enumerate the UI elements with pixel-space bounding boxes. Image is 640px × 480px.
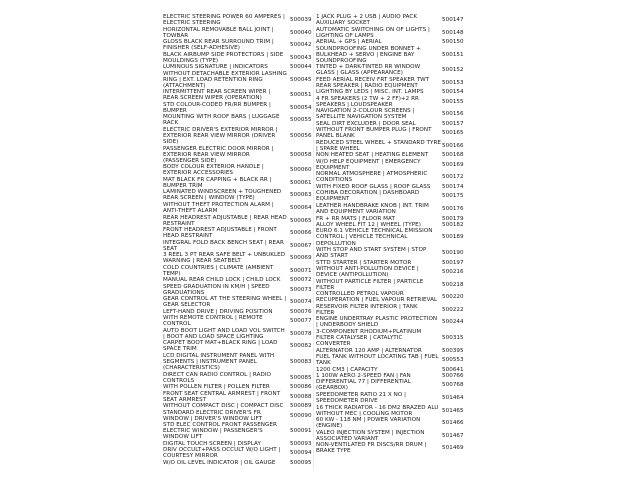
equipment-code: 500218 <box>442 281 464 288</box>
equipment-description <box>163 296 286 308</box>
equipment-code: 501465 <box>442 407 464 414</box>
description-line: GEAR CONTROL AT THE STEERING WHEEL | <box>163 296 287 303</box>
equipment-description <box>316 316 437 328</box>
equipment-description <box>316 266 419 278</box>
equipment-code: 500165 <box>442 130 464 137</box>
equipment-description <box>316 64 420 76</box>
description-line: TINTED + DARK-TINTED RR WINDOW <box>316 64 421 71</box>
equipment-code: 500176 <box>442 206 464 212</box>
description-line: WITHOUT THEFT PROTECTION ALARM | <box>163 201 274 208</box>
equipment-description <box>163 202 274 214</box>
equipment-description <box>316 96 419 108</box>
description-line: HORIZONTAL REMOVABLE BALL JOINT | <box>163 26 274 33</box>
equipment-description <box>316 417 420 429</box>
equipment-description <box>163 14 285 26</box>
description-line: WITH FIXED ROOF GLASS | ROOF GLASS <box>316 184 431 190</box>
description-line: LIGHTING OF LAMPS <box>316 32 374 39</box>
equipment-code: 500189 <box>442 234 464 241</box>
equipment-description <box>163 189 281 201</box>
description-line: SPACE TRIM <box>163 346 197 353</box>
equipment-code: 501469 <box>442 445 464 452</box>
description-line: SATELLITE NAVIGATION SYSTEM <box>316 114 407 121</box>
description-line: RING | EXT. LOAD RETENTION RING <box>163 76 263 83</box>
equipment-description <box>163 265 273 277</box>
equipment-code: 500088 <box>290 393 312 400</box>
equipment-code: 500072 <box>290 277 312 284</box>
equipment-code: 500042 <box>290 42 312 49</box>
equipment-description <box>316 140 441 152</box>
description-line: ENGINE UNDERTRAY PLASTIC PROTECTION <box>316 316 438 323</box>
description-line: FRONT SEAT CENTRAL ARMREST | FRONT <box>163 390 281 397</box>
description-line: WITHOUT FRONT BUMPER PLUG | FRONT <box>316 127 432 134</box>
equipment-code: 500083 <box>290 358 312 365</box>
description-line: | UNDERBODY SHIELD <box>316 322 379 329</box>
description-line: EURO 6.1 VEHICLE TECHNICAL EMISSION <box>316 228 433 235</box>
description-line: 1 JACK PLUG + 2 USB | AUDIO PACK <box>316 14 418 20</box>
description-line: SEGMENTS | INSTRUMENT PANEL <box>163 358 257 365</box>
description-line: AERIAL + GPS | AERIAL <box>316 39 382 46</box>
equipment-code: 500151 <box>442 51 464 58</box>
description-line: BLACK AIRBUMP SIDE PROTECTORS | SIDE <box>163 51 284 58</box>
equipment-code: 500395 <box>442 347 464 354</box>
description-line: 4 FR SPEAKERS (2 TW + 2 FF)+2 RR <box>316 95 419 102</box>
description-line: ELECTRIC WINDOW | PASSENGER'S <box>163 428 263 435</box>
description-line: STD COLOUR-CODED FR/RR BUMPER | <box>163 101 271 108</box>
equipment-code: 500169 <box>442 161 464 168</box>
equipment-code: 500073 <box>290 286 312 293</box>
equipment-code: 500172 <box>442 174 464 181</box>
equipment-code: 500153 <box>442 79 464 86</box>
description-line: 1 100W AERO 2-SPEED FAN | FAN <box>316 372 411 379</box>
equipment-description <box>316 228 433 246</box>
description-line: SPEEDOMETER RATIO 21 X NO | <box>316 391 407 398</box>
description-line: EXTERIOR REAR VIEW MIRROR (DRIVER <box>163 132 276 139</box>
description-line: WITH STOP AND START SYSTEM | STOP <box>316 247 427 254</box>
equipment-code: 500768 <box>442 382 464 389</box>
equipment-code: 500064 <box>290 204 312 211</box>
description-line: MOULDINGS (TYPE) <box>163 57 219 64</box>
description-line: FRONT HEADREST ADJUSTABLE | FRONT <box>163 227 277 233</box>
description-line: WITH REMOTE CONTROL | REMOTE <box>163 315 263 322</box>
equipment-description <box>316 46 421 64</box>
description-line: RESTRAINT <box>163 220 195 227</box>
equipment-code: 500152 <box>442 67 464 74</box>
equipment-description <box>163 309 273 315</box>
equipment-description <box>316 348 422 354</box>
description-line: 16 THICK RADIATOR - 16 DM2 BRAZED ALU <box>316 404 439 411</box>
equipment-description <box>316 379 411 391</box>
equipment-description <box>316 405 438 417</box>
description-line: SPEED GRADUATION IN KM/H | SPEED <box>163 283 270 290</box>
description-line: FILTER <box>316 309 335 316</box>
description-line: CONTROLLED PETROL VAPOUR <box>316 291 404 298</box>
equipment-description <box>163 410 262 422</box>
equipment-description <box>316 152 428 158</box>
description-line: GRADUATIONS <box>163 289 205 296</box>
description-line: AUTO BOOT LIGHT AND LOAD VOL SWITCH <box>163 327 285 334</box>
equipment-code: 500056 <box>290 132 312 139</box>
description-line: ASSOCIATED VARIANT <box>316 435 379 442</box>
equipment-description <box>163 64 268 70</box>
equipment-description <box>163 384 270 390</box>
equipment-description <box>316 77 429 89</box>
description-line: RESERVOIR FILTER INTERIOR | TANK <box>316 303 418 310</box>
equipment-code: 500095 <box>290 459 312 466</box>
equipment-description <box>316 171 427 183</box>
equipment-description <box>163 39 274 51</box>
description-line: DEVICE (ANTIPOLLUTION) <box>316 272 389 279</box>
equipment-description <box>316 216 395 222</box>
description-line: LUMINOUS SIGNATURE | INDICATORS <box>163 64 268 71</box>
equipment-description <box>316 260 411 266</box>
equipment-description <box>316 159 421 171</box>
equipment-code: 500174 <box>442 184 464 190</box>
equipment-code: 500078 <box>290 330 312 337</box>
description-line: EXTERIOR REAR VIEW MIRROR <box>163 151 250 158</box>
equipment-code: 501466 <box>442 420 464 426</box>
equipment-description <box>163 328 285 340</box>
equipment-code: 500061 <box>290 179 312 186</box>
description-line: EXTERIOR ACCESSORIES <box>163 170 234 177</box>
description-line: LIGHTING BY LEDS | MISC. INT. LAMPS <box>316 89 424 96</box>
equipment-description <box>316 14 417 26</box>
description-line: FILTER CATALYSER | CATALYTIC <box>316 334 403 341</box>
description-line: DIRECT CAN RADIO CONTROL | RADIO <box>163 371 272 378</box>
description-line: CARPET BOOT MAT+BLACK RING | LOAD <box>163 340 278 347</box>
equipment-code: 500076 <box>290 308 312 315</box>
description-line: ALTERNATOR 120 AMP | ALTERNATOR <box>316 347 422 354</box>
description-line: WITH POLLEN FILTER | POLLEN FILTER <box>163 384 270 391</box>
description-line: DEPOLLUTION <box>316 240 356 247</box>
equipment-description <box>316 430 425 442</box>
equipment-code: 500553 <box>442 356 464 363</box>
equipment-code: 500155 <box>442 98 464 105</box>
equipment-description <box>163 460 276 466</box>
equipment-description <box>163 422 277 440</box>
description-line: (ENGINE) <box>316 423 343 430</box>
equipment-description <box>316 89 424 95</box>
equipment-description <box>163 89 270 101</box>
equipment-description <box>163 372 271 384</box>
description-line: EQUIPMENT <box>316 196 350 203</box>
equipment-description <box>163 227 277 239</box>
equipment-code: 500190 <box>442 250 464 257</box>
description-line: SPEAKERS | LOUDSPEAKER <box>316 101 393 108</box>
description-line: CONDITIONS <box>316 177 353 184</box>
description-line: RECUPERATION | FUEL VAPOUR RETRIEVAL <box>316 297 438 304</box>
equipment-code: 500044 <box>290 64 312 71</box>
description-line: 60 KW - 118 NM | POWER VARIATION <box>316 417 421 423</box>
description-line: WITHOUT PARTICLE FILTER | PARTICLE <box>316 278 424 285</box>
equipment-code: 500197 <box>442 259 464 266</box>
description-line: AUXILIARY SOCKET <box>316 20 370 27</box>
equipment-code: 500148 <box>442 29 464 36</box>
description-line: REDUCED STEEL WHEEL + STANDARD TYRE <box>316 139 441 146</box>
equipment-description <box>316 39 382 45</box>
description-line: INTEGRAL FOLD BACK BENCH SEAT | REAR <box>163 239 284 246</box>
equipment-code: 500067 <box>290 242 312 249</box>
description-line: COLD COUNTRIES | CLIMATE (AMBIENT <box>163 264 274 271</box>
equipment-code: 500157 <box>442 120 464 127</box>
equipment-code: 500150 <box>442 39 464 46</box>
description-line: REAR SCREEN WIPER (OPERATION) <box>163 95 262 102</box>
equipment-description <box>316 190 419 202</box>
equipment-code: 500175 <box>442 193 464 200</box>
equipment-code: 500066 <box>290 230 312 236</box>
equipment-code: 500090 <box>290 412 312 419</box>
equipment-code: 500054 <box>290 104 312 111</box>
equipment-description <box>163 447 281 459</box>
description-line: TOWBAR <box>163 32 189 39</box>
equipment-code: 500058 <box>290 151 312 158</box>
description-line: SEAT <box>163 245 178 252</box>
description-line: SOUNDPROOFING UNDER BONNET + <box>316 45 421 52</box>
equipment-code: 500045 <box>290 76 312 83</box>
description-line: ELECTRIC DRIVER'S EXTERIOR MIRROR | <box>163 126 278 133</box>
description-line: GLASS | GLASS (APPEARANCE) <box>316 70 403 77</box>
equipment-description <box>163 27 274 39</box>
equipment-code: 500641 <box>442 366 464 373</box>
equipment-description <box>163 102 271 114</box>
description-line: WITHOUT ANTI-POLLUTION DEVICE | <box>316 266 419 273</box>
equipment-description <box>316 392 406 404</box>
description-line: BUMPER <box>163 107 187 114</box>
description-line: | BOOT AND LOAD SPACE LIGHTING <box>163 333 264 340</box>
description-line: CONTROL <box>163 321 191 328</box>
equipment-code: 500065 <box>290 217 312 224</box>
equipment-description <box>163 252 285 264</box>
description-line: WITHOUT MEC | COOLING MOTOR <box>316 410 413 417</box>
equipment-description <box>316 184 430 190</box>
description-line: CONVERTER <box>316 340 351 347</box>
description-line: HEAD RESTRAINT <box>163 233 213 240</box>
equipment-description <box>163 391 280 403</box>
description-line: STTD STARTER | STARTER MOTOR <box>316 259 412 266</box>
description-line: | SPARE WHEEL <box>316 145 360 152</box>
description-line: LAMINATED WINDSCREEN + TOUGHENED <box>163 189 282 196</box>
description-line: DIGITAL TOUCH SCREEN | DISPLAY <box>163 440 261 447</box>
description-line: VALEO INJECTION SYSTEM | INJECTION <box>316 429 425 436</box>
description-line: NON-VENTILATED FR DISCS/RR DRUM | <box>316 442 427 449</box>
equipment-code: 500093 <box>290 440 312 447</box>
equipment-description <box>163 127 277 145</box>
description-line: LEATHER HANDBRAKE KNOB | INT. TRIM <box>316 203 429 209</box>
equipment-code: 500071 <box>290 267 312 274</box>
description-line: MANUAL REAR CHILD LOCK | CHILD LOCK <box>163 277 281 284</box>
description-line: REAR SPEAKER | RADIO EQUIPMENT <box>316 82 418 89</box>
description-line: ELECTRIC STEERING POWER 60 AMPERES | <box>163 14 285 20</box>
equipment-code: 500315 <box>442 334 464 341</box>
equipment-description <box>316 121 416 127</box>
description-line: FILTER <box>316 284 335 291</box>
equipment-description <box>163 284 270 296</box>
description-line: BRAKE TYPE <box>316 448 351 455</box>
equipment-description <box>163 353 274 371</box>
description-line: BULKHEAD + SERVO | ENGINE BAY <box>316 51 415 58</box>
description-line: AUTOMATIC SWITCHING ON OF LIGHTS | <box>316 26 430 33</box>
equipment-code: 500094 <box>290 450 312 457</box>
equipment-code: 500216 <box>442 269 464 276</box>
equipment-description <box>316 329 421 347</box>
description-line: NON HEATED SEAT | HEATING ELEMENT <box>316 152 429 159</box>
equipment-description <box>316 354 439 366</box>
description-line: WITHOUT DETACHABLE EXTERIOR LASHING <box>163 70 287 77</box>
equipment-code: 500766 <box>442 372 464 379</box>
description-line: PANEL BLANK <box>316 133 355 140</box>
equipment-code: 500077 <box>290 318 312 325</box>
description-line: (ATTACHMENT) <box>163 82 206 89</box>
equipment-code: 500040 <box>290 29 312 36</box>
equipment-description <box>163 340 277 352</box>
description-line: SEAT ARMREST <box>163 396 207 403</box>
equipment-code: 500166 <box>442 142 464 149</box>
description-line: AND START <box>316 253 348 260</box>
description-line: LEFT-HAND DRIVE | DRIVING POSITION <box>163 308 273 315</box>
description-line: CONTROL | VEHICLE TECHNICAL <box>316 234 408 241</box>
equipment-description <box>316 373 411 379</box>
description-line: (CHARACTERISTICS) <box>163 365 221 372</box>
description-line: ELECTRIC STEERING <box>163 20 221 27</box>
description-line: SPEEDOMETER DRIVE <box>316 397 378 404</box>
equipment-code: 500244 <box>442 319 464 326</box>
description-line: SOUNDPROOFING <box>316 57 367 64</box>
description-line: WITHOUT COMPACT DISC | COMPACT DISC <box>163 403 284 410</box>
equipment-description <box>163 114 280 126</box>
description-line: LCD DIGITAL INSTRUMENT PANEL WITH <box>163 352 275 359</box>
description-line: NORMAL ATMOSPHERE | ATMOSPHERIC <box>316 171 428 178</box>
equipment-description <box>163 71 287 89</box>
equipment-description <box>316 27 430 39</box>
equipment-code: 500055 <box>290 117 312 124</box>
equipment-code: 500154 <box>442 89 464 96</box>
description-line: 1200 CM3 | CAPACITY <box>316 366 378 373</box>
description-line: BUMPER TRIM <box>163 182 203 189</box>
description-line: GEAR SELECTOR <box>163 302 211 309</box>
description-line: DIFFERENTIAL 77 | DIFFERENTIAL <box>316 379 411 386</box>
description-line: WINDOW | DRIVER'S WINDOW LIFT <box>163 415 263 422</box>
description-line: PASSENGER ELECTRIC DOOR MIRROR | <box>163 145 274 152</box>
description-line: INTERMITTENT REAR SCREEN WIPER | <box>163 89 271 96</box>
description-line: FR + RR MATS | FLOOR MAT <box>316 215 395 222</box>
description-line: ANTI-THEFT ALARM <box>163 207 218 214</box>
description-line: W/O HELP EQUIPMENT | EMERGENCY <box>316 158 421 165</box>
description-line: TEMP) <box>163 270 181 277</box>
equipment-code: 500060 <box>290 167 312 174</box>
description-line: FEED AERIAL RECEIV FRT SPEAKER TWT <box>316 76 430 83</box>
description-line: W/O OIL LEVEL INDICATOR | OIL GAUGE <box>163 459 276 466</box>
description-line: ALLOY WHEEL FIT 12 | WHEEL (TYPE) <box>316 222 421 228</box>
equipment-code: 500063 <box>290 192 312 199</box>
description-line: STD ELEC CONTROL FRONT PASSENGER <box>163 422 277 429</box>
equipment-code: 500069 <box>290 255 312 262</box>
equipment-code: 500156 <box>442 111 464 118</box>
equipment-code: 500043 <box>290 54 312 61</box>
equipment-code: 500147 <box>442 17 464 23</box>
equipment-description <box>163 146 274 164</box>
equipment-description <box>316 442 426 454</box>
description-line: FINISHER (SELF-ADHESIVE) <box>163 45 240 52</box>
equipment-code: 501464 <box>442 394 464 401</box>
equipment-code: 500091 <box>290 428 312 435</box>
description-line: MAT BLACK FR CAPPING + BLACK RR | <box>163 176 272 183</box>
equipment-code: 500222 <box>442 306 464 313</box>
description-line: CONTROLS <box>163 377 195 384</box>
equipment-description <box>163 240 284 252</box>
equipment-code: 500039 <box>290 17 312 23</box>
description-line: MOUNTING WITH ROOF BARS | LUGGAGE <box>163 114 280 121</box>
description-line: REAR HEADREST ADJUSTABLE | REAR HEAD <box>163 214 287 221</box>
description-line: 3-COMPONENT RHODIUM+PLATINUM <box>316 328 422 335</box>
equipment-description <box>316 367 378 373</box>
equipment-description <box>316 304 418 316</box>
description-line: STANDARD ELECTRIC DRIVER'S FR <box>163 409 261 416</box>
equipment-code: 500179 <box>442 215 464 222</box>
equipment-description <box>316 127 432 139</box>
equipment-description <box>163 164 264 176</box>
equipment-description <box>163 177 272 189</box>
equipment-code: 501467 <box>442 432 464 439</box>
equipment-code: 500086 <box>290 384 312 391</box>
description-line: DRIV OCCULT+PASS OCCULT W/O LIGHT | <box>163 447 281 454</box>
equipment-description <box>316 108 415 120</box>
description-line: BODY COLOUR EXTERIOR HANDLE | <box>163 164 264 171</box>
description-line: TANK <box>316 359 331 366</box>
description-line: AND EQUIPMENT VARIATION <box>316 209 396 216</box>
equipment-code: 500182 <box>442 222 464 228</box>
equipment-description <box>163 315 263 327</box>
description-line: GLOSS BLACK REAR SURROUND TRIM | <box>163 39 274 46</box>
equipment-description <box>163 52 283 64</box>
equipment-description <box>316 203 429 215</box>
description-line: WARNING | REAR SEATBELT <box>163 258 241 265</box>
description-line: COURTESY MIRROR <box>163 453 218 460</box>
description-line: EQUIPMENT <box>316 164 350 171</box>
equipment-code: 500082 <box>290 343 312 350</box>
equipment-description <box>163 215 287 227</box>
description-line: (PASSENGER SIDE) <box>163 157 217 164</box>
column-divider <box>313 14 314 470</box>
description-line: FUEL TANK WITHOUT LOCATING TAB | FUEL <box>316 353 439 360</box>
equipment-code: 500074 <box>290 299 312 306</box>
equipment-description <box>316 291 437 303</box>
equipment-code: 500220 <box>442 294 464 301</box>
equipment-code: 500051 <box>290 92 312 99</box>
equipment-description <box>316 279 423 291</box>
description-line: RACK <box>163 120 179 127</box>
equipment-description <box>316 222 421 228</box>
description-line: SIDE) <box>163 139 179 146</box>
equipment-code: 500089 <box>290 403 312 410</box>
equipment-code: 500085 <box>290 374 312 381</box>
description-line: (GEARBOX) <box>316 385 349 392</box>
description-line: NAVIGATION 2-COLOUR SCREENS | <box>316 108 415 115</box>
equipment-code: 500168 <box>442 152 464 159</box>
description-line: COHIBA DECORATION | DASHBOARD <box>316 190 420 197</box>
equipment-description <box>163 277 280 283</box>
description-line: 3 REEL 3 PT REAR SAFE BELT + UNBUKLED <box>163 252 286 259</box>
equipment-description <box>316 247 426 259</box>
description-line: SEAL DIRT EXCLUDER | DOOR SEAL <box>316 120 416 127</box>
description-line: WINDOW LIFT <box>163 434 203 441</box>
equipment-description <box>163 403 283 409</box>
description-line: REAR SCREEN | WINDOW (TYPE) <box>163 195 255 202</box>
equipment-description <box>163 441 261 447</box>
